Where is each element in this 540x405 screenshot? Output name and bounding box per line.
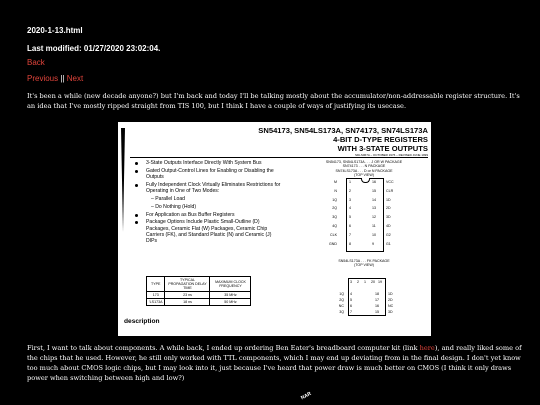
last-modified: Last modified: 01/27/2020 23:02:04. xyxy=(27,44,161,53)
fk-pin-number: 2 xyxy=(357,280,359,284)
datasheet-title-line3: WITH 3-STATE OUTPUTS xyxy=(337,144,428,153)
dip-pin-number: 8 xyxy=(349,241,351,246)
fk-pin-number: 16 xyxy=(375,304,379,308)
fk-pin-label: 1Q xyxy=(339,292,344,296)
fk-pin-label: 3Q xyxy=(339,310,344,314)
dip-pin-label: 1Q xyxy=(332,197,337,202)
prev-next-nav xyxy=(27,74,83,83)
fk-pin-number: 19 xyxy=(378,280,382,284)
dip-pin-number: 9 xyxy=(372,241,374,246)
spec-table-header xyxy=(147,277,251,292)
spec-col-header: TYPICAL PROPAGATION DELAY TIME xyxy=(165,277,210,292)
fk-pin-number: 7 xyxy=(350,310,352,314)
spec-cell: 35 MHz xyxy=(210,292,251,299)
paragraph-text: ), and really liked some of the chips that he used. However, he still only worked with TTL components, which I may end up deviating from in the final design. I don't yet know too much about CMOS logic chips, but I may look into it, just because I've heard that power draw is much better on CMOS (I think it only draws power when switching between high and low?) xyxy=(27,344,522,382)
package-label-fk xyxy=(299,259,429,268)
spec-table-row xyxy=(147,299,251,306)
components-paragraph xyxy=(27,343,525,383)
dip-pin-number: 5 xyxy=(349,215,351,220)
nav-separator: || xyxy=(58,74,67,83)
dip-pin-label: 3D xyxy=(386,215,391,220)
dip-pin-label: N xyxy=(334,188,337,193)
fk-pin-label: NC xyxy=(338,304,344,308)
dip-pin-label: CLR xyxy=(386,188,394,193)
dip-notch xyxy=(361,178,370,183)
spec-table xyxy=(146,276,251,306)
dip-pin-number: 6 xyxy=(349,224,351,228)
package-line: SN54173, SN54LS173A . . . J OR W PACKAGE xyxy=(325,160,403,164)
spec-cell: 23 ns xyxy=(165,292,210,299)
fk-pin-label: 3D xyxy=(388,310,393,314)
feature-item: Package Options Include Plastic Small-Outline (D) Packages, Ceramic Flat (W) Packages, Ceramic Chip Carriers (FK), and Standard Plastic (N) and Ceramic (J) DIPs xyxy=(133,219,283,244)
dip-pin-number: 10 xyxy=(372,232,376,237)
dip-pin-number: 15 xyxy=(372,188,376,193)
paragraph-text: First, I want to talk about components. A while back, I ended up ordering Ben Eater's breadboard computer kit (link xyxy=(27,344,420,352)
dip-pin-number: 11 xyxy=(372,224,376,228)
dip-pin-number: 14 xyxy=(372,197,376,202)
feature-subitem: – Do Nothing (Hold) xyxy=(151,203,197,210)
fk-pin-number: 6 xyxy=(350,304,352,308)
image-caption: Datasheet for 74LS173 xyxy=(236,327,313,335)
spec-cell: 'LS173A xyxy=(147,299,165,306)
package-line: (TOP VIEW) xyxy=(354,263,374,268)
feature-subitem: – Parallel Load xyxy=(151,195,185,202)
fk-pin-label: NC xyxy=(388,304,394,308)
dip-pin-number: 13 xyxy=(372,206,376,211)
dip-pin-number: 4 xyxy=(349,206,351,211)
spec-col-header: MAXIMUM CLOCK FREQUENCY xyxy=(210,277,251,292)
dip-pin-label: 2Q xyxy=(332,206,337,211)
dip-pin-label: 3Q xyxy=(332,215,337,220)
spec-cell: 173 xyxy=(147,292,165,299)
fk-pin-number: 1 xyxy=(364,280,366,284)
fk-pin-label: 2Q xyxy=(339,298,344,302)
fk-pin-label: 2D xyxy=(388,298,393,302)
dip-pin-label: M xyxy=(334,180,337,184)
bottom-stamp-text: NAR xyxy=(300,390,313,402)
dip-pin-number: 3 xyxy=(349,197,351,202)
fk-pin-number: 15 xyxy=(375,310,379,314)
spec-cell: 50 MHz xyxy=(210,299,251,306)
feature-item: Fully Independent Clock Virtually Eliminates Restrictions for Operating in One of Two Modes: xyxy=(133,182,283,195)
dip-pin-label: VCC xyxy=(386,180,394,184)
previous-link[interactable]: Previous xyxy=(27,74,59,83)
datasheet-doc-code: SDLS067A – OCTOBER 1976 – REVISED JUNE 1999 xyxy=(355,153,428,157)
intro-paragraph: It's been a while (new decade anyone?) but I'm back and today I'll be talking mostly about the accumulator/non-addressable register structure. It's an idea that I've mostly ripped straight from TIS 100, but I think I have a couple of ways of justifying its usecase. xyxy=(27,92,520,110)
fk-pin-number: 17 xyxy=(375,298,379,302)
fk-pin-number: 18 xyxy=(375,292,379,296)
feature-item: For Application as Bus Buffer Registers xyxy=(133,212,283,218)
dip-pin-number: 12 xyxy=(372,215,376,220)
dip-pin-number: 2 xyxy=(349,188,351,193)
datasheet-image xyxy=(118,122,431,336)
next-link[interactable]: Next xyxy=(66,74,84,83)
dip-package-diagram xyxy=(346,178,384,252)
dip-pin-number: 7 xyxy=(349,232,351,237)
fk-pin-number: 3 xyxy=(350,280,352,284)
fk-pin-label: 1D xyxy=(388,292,393,296)
package-label-dip xyxy=(299,160,429,178)
fk-pin-number: 20 xyxy=(371,280,375,284)
dip-pin-label: G1 xyxy=(386,241,391,246)
dip-pin-label: 1D xyxy=(386,197,391,202)
dip-pin-label: 2D xyxy=(386,206,391,211)
datasheet-rule xyxy=(130,157,428,158)
feature-list xyxy=(133,160,283,246)
dip-pin-label: 4Q xyxy=(332,224,337,228)
dip-pin-label: 4D xyxy=(386,224,391,228)
datasheet-title-line1: SN54173, SN54LS173A, SN74173, SN74LS173A xyxy=(258,126,428,135)
dip-pin-number: 16 xyxy=(372,180,376,184)
back-link[interactable]: Back xyxy=(27,58,45,67)
package-line: SN74173 . . . N PACKAGE xyxy=(342,164,386,169)
fk-pin-number: 5 xyxy=(350,298,352,302)
dip-pin-label: G2 xyxy=(386,232,391,237)
spec-table-row xyxy=(147,292,251,299)
feature-item: Gated Output-Control Lines for Enabling or Disabling the Outputs xyxy=(133,168,283,181)
package-line: (TOP VIEW) xyxy=(354,173,374,178)
dip-pin-label: GND xyxy=(329,241,337,246)
datasheet-side-marker xyxy=(121,128,125,232)
file-name: 2020-1-13.html xyxy=(27,26,83,35)
spec-col-header: TYPE xyxy=(147,277,165,292)
kit-link[interactable]: here xyxy=(419,344,435,352)
feature-item: 3-State Outputs Interface Directly With System Bus xyxy=(133,160,283,166)
spec-cell: 18 ns xyxy=(165,299,210,306)
package-line: SN74LS173A . . . D or N PACKAGE xyxy=(335,168,393,173)
datasheet-title-line2: 4-BIT D-TYPE REGISTERS xyxy=(333,135,428,144)
fk-pin-number: 4 xyxy=(350,292,352,296)
package-line: SN54LS173A . . . FK PACKAGE xyxy=(338,259,390,263)
description-heading: description xyxy=(124,318,160,325)
dip-pin-label: CLK xyxy=(330,232,337,237)
dip-pin-number: 1 xyxy=(349,180,351,184)
